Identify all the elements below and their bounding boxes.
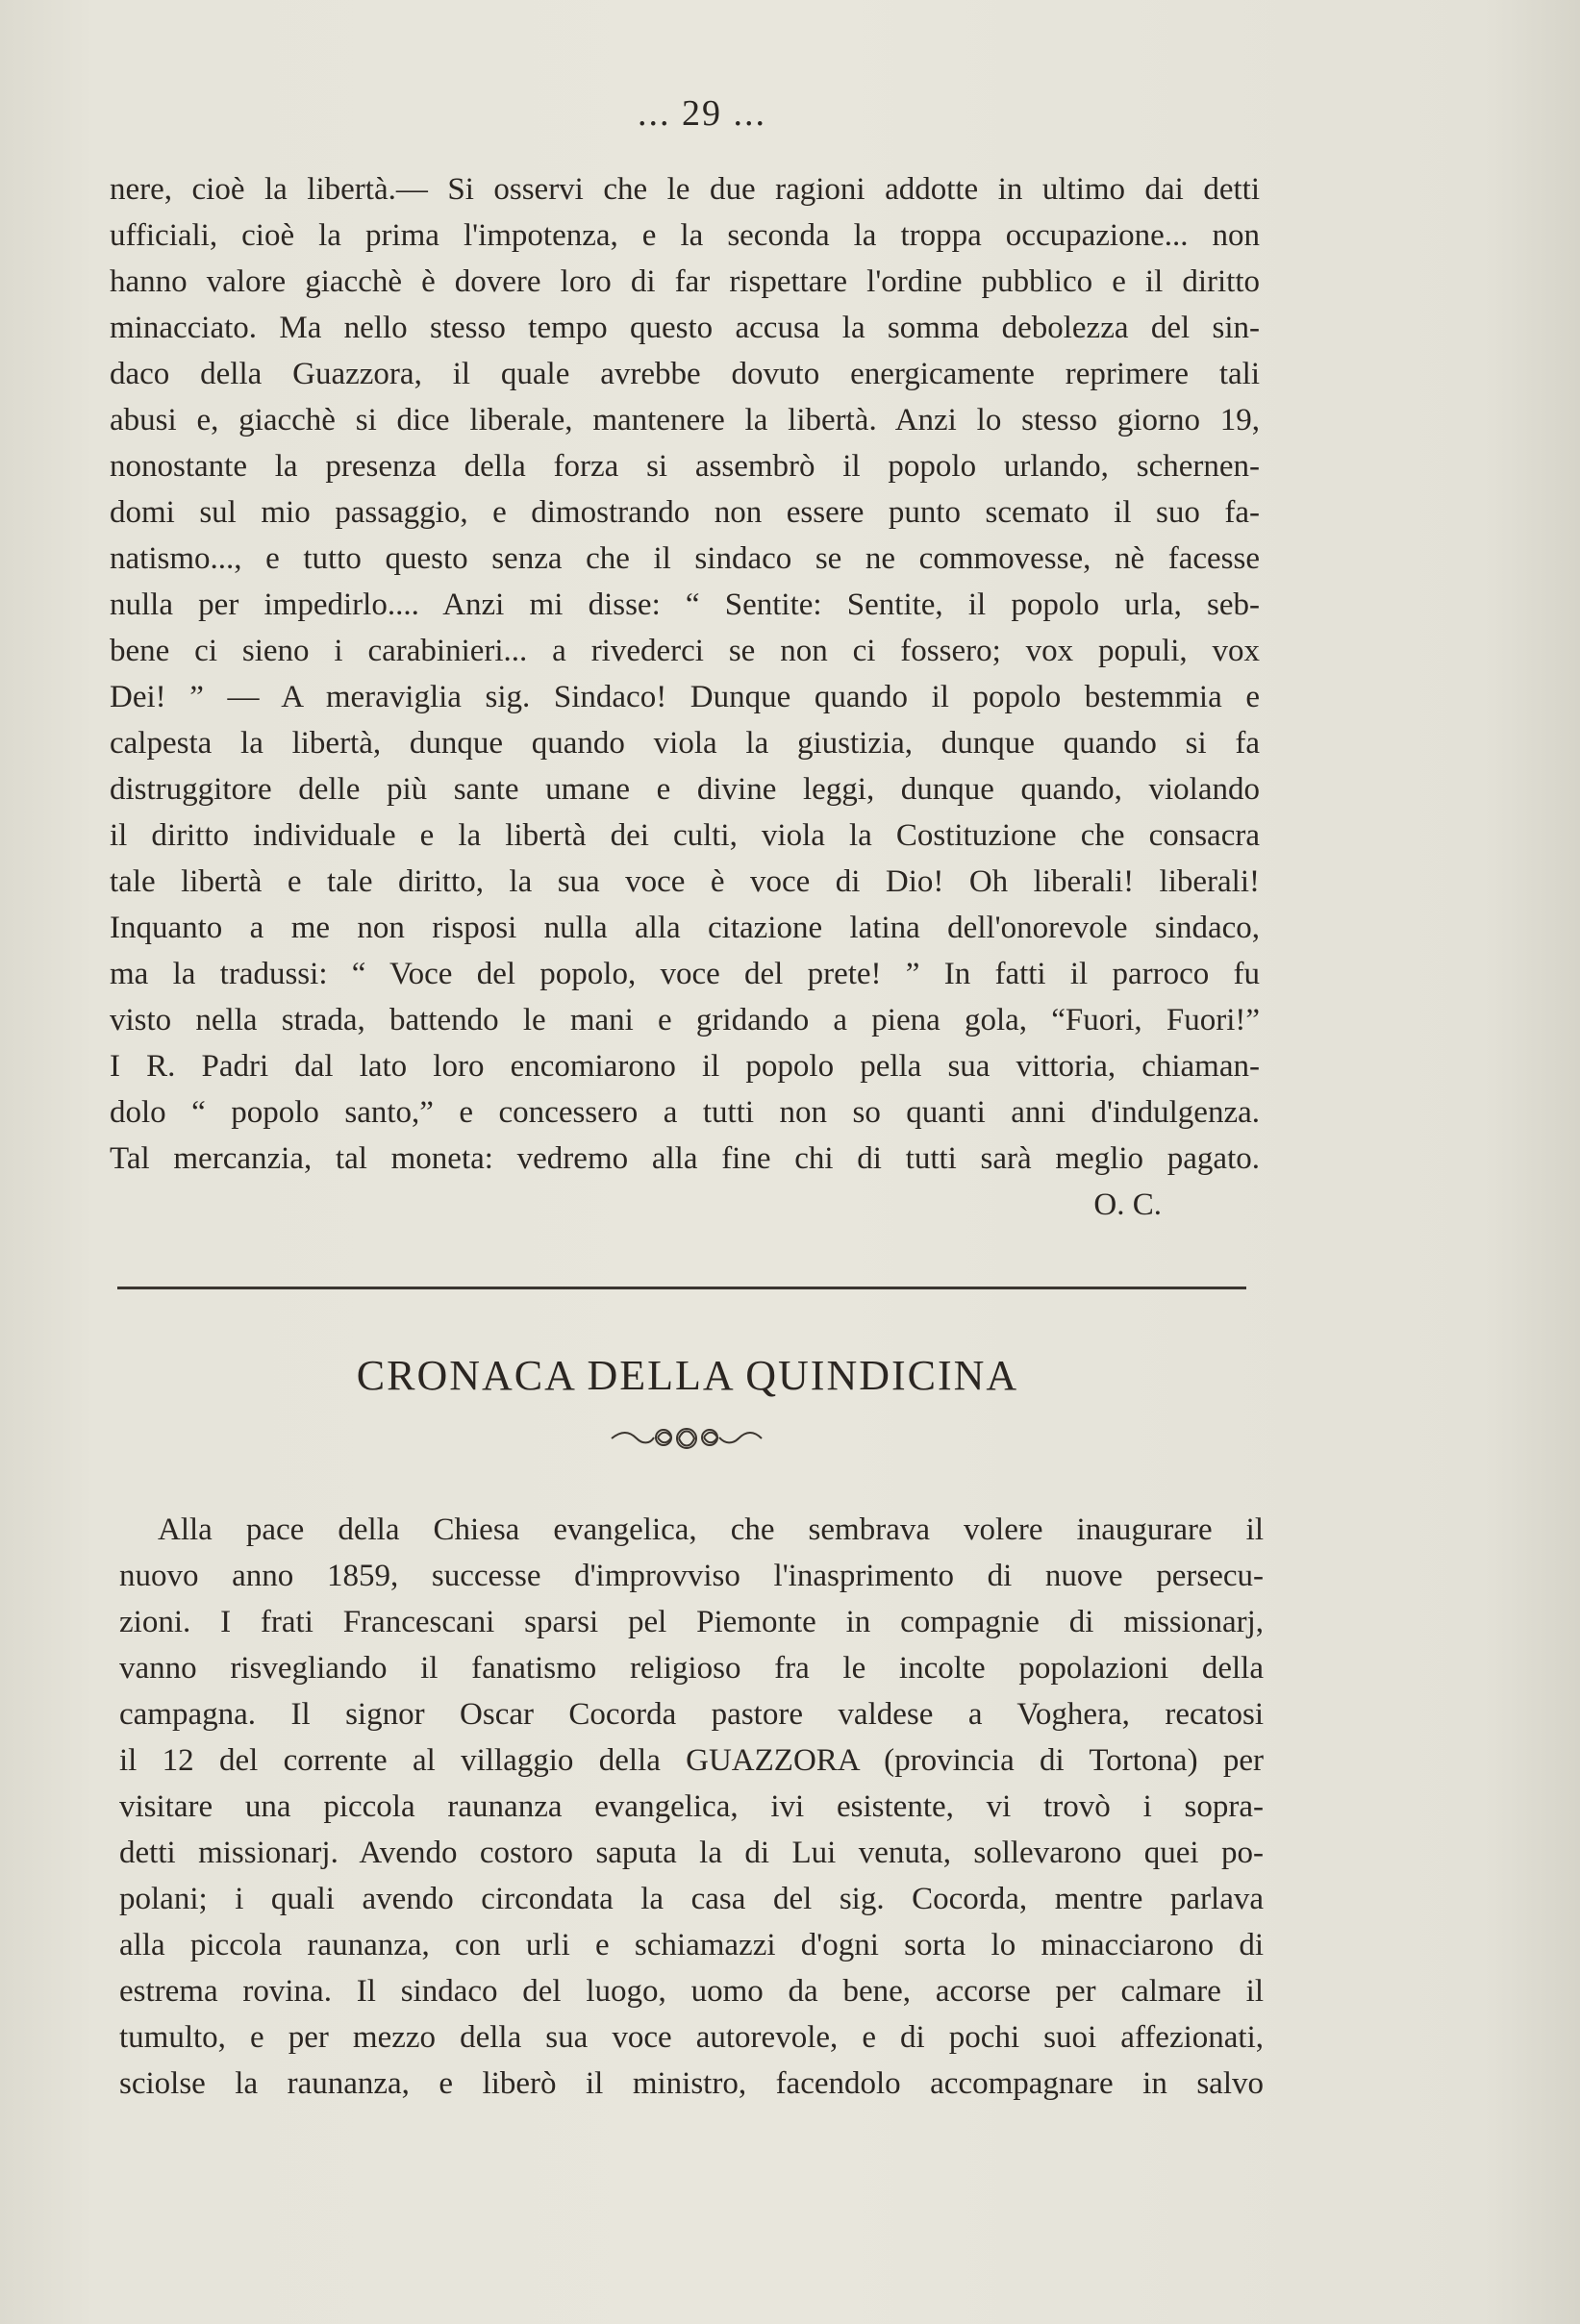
text-line: calpesta la libertà, dunque quando viola la giustizia, dunque quando si fa (110, 726, 1260, 761)
text-line: il diritto individuale e la libertà dei culti, viola la Costituzione che consacra (110, 818, 1260, 853)
text-line: visitare una piccola raunanza evangelica, ivi esistente, vi trovò i sopra- (119, 1789, 1264, 1824)
text-line: ufficiali, cioè la prima l'impotenza, e la seconda la troppa occupazione... non (110, 218, 1260, 253)
text-line: tale libertà e tale diritto, la sua voce è voce di Dio! Oh liberali! liberali! (110, 864, 1260, 899)
text-line: vanno risvegliando il fanatismo religioso fra le incolte popolazioni della (119, 1651, 1264, 1686)
chronicle-article (119, 1507, 1264, 2107)
text-line: il 12 del corrente al villaggio della GUAZZORA (provincia di Tortona) per (119, 1743, 1264, 1778)
text-line: hanno valore giacchè è dovere loro di far rispettare l'ordine pubblico e il diritto (110, 264, 1260, 299)
page-number: ... 29 ... (638, 93, 766, 134)
text-line: bene ci sieno i carabinieri... a rivederci se non ci fossero; vox populi, vox (110, 634, 1260, 668)
text-line: nuovo anno 1859, successe d'improvviso l'inasprimento di nuove persecu- (119, 1559, 1264, 1593)
text-line: campagna. Il signor Oscar Cocorda pastore valdese a Voghera, recatosi (119, 1697, 1264, 1732)
text-line: nulla per impedirlo.... Anzi mi disse: “ Sentite: Sentite, il popolo urla, seb- (110, 587, 1260, 622)
text-line: daco della Guazzora, il quale avrebbe dovuto energicamente reprimere tali (110, 357, 1260, 391)
text-line: detti missionarj. Avendo costoro saputa la di Lui venuta, sollevarono quei po- (119, 1836, 1264, 1870)
text-line: visto nella strada, battendo le mani e gridando a piena gola, “Fuori, Fuori!” (110, 1003, 1260, 1037)
text-line: dolo “ popolo santo,” e concessero a tutti non so quanti anni d'indulgenza. (110, 1095, 1260, 1130)
section-divider (117, 1287, 1246, 1289)
text-line: ma la tradussi: “ Voce del popolo, voce del prete! ” In fatti il parroco fu (110, 957, 1260, 991)
text-line: I R. Padri dal lato loro encomiarono il popolo pella sua vittoria, chiaman- (110, 1049, 1260, 1084)
text-line: estrema rovina. Il sindaco del luogo, uomo da bene, accorse per calmare il (119, 1974, 1264, 2009)
text-line: Dei! ” — A meraviglia sig. Sindaco! Dunque quando il popolo bestemmia e (110, 680, 1260, 714)
text-line: alla piccola raunanza, con urli e schiamazzi d'ogni sorta lo minacciarono di (119, 1928, 1264, 1962)
text-line: distruggitore delle più sante umane e divine leggi, dunque quando, violando (110, 772, 1260, 807)
text-line: minacciato. Ma nello stesso tempo questo accusa la somma debolezza del sin- (110, 311, 1260, 345)
article-continuation (110, 166, 1260, 1228)
text-line: nere, cioè la libertà.— Si osservi che le due ragioni addotte in ultimo dai detti (110, 172, 1260, 207)
text-line: nonostante la presenza della forza si assembrò il popolo urlando, schernen- (110, 449, 1260, 484)
text-line: sciolse la raunanza, e liberò il ministro, facendolo accompagnare in salvo (119, 2066, 1264, 2101)
text-line: natismo..., e tutto questo senza che il sindaco se ne commovesse, nè facesse (110, 541, 1260, 576)
author-signature: O. C. (1093, 1187, 1162, 1222)
text-line: abusi e, giacchè si dice liberale, mantenere la libertà. Anzi lo stesso giorno 19, (110, 403, 1260, 437)
text-line: Alla pace della Chiesa evangelica, che sembrava volere inaugurare il (158, 1512, 1264, 1547)
text-line: zioni. I frati Francescani sparsi pel Piemonte in compagnie di missionarj, (119, 1605, 1264, 1639)
text-line: Inquanto a me non risposi nulla alla citazione latina dell'onorevole sindaco, (110, 911, 1260, 945)
text-line: tumulto, e per mezzo della sua voce autorevole, e di pochi suoi affezionati, (119, 2020, 1264, 2055)
fleuron-ornament-icon (608, 1421, 765, 1454)
text-line: domi sul mio passaggio, e dimostrando non essere punto scemato il suo fa- (110, 495, 1260, 530)
text-line: Tal mercanzia, tal moneta: vedremo alla fine chi di tutti sarà meglio pagato. (110, 1141, 1260, 1176)
section-title: CRONACA DELLA QUINDICINA (356, 1352, 1019, 1399)
text-line: polani; i quali avendo circondata la casa del sig. Cocorda, mentre parlava (119, 1882, 1264, 1916)
